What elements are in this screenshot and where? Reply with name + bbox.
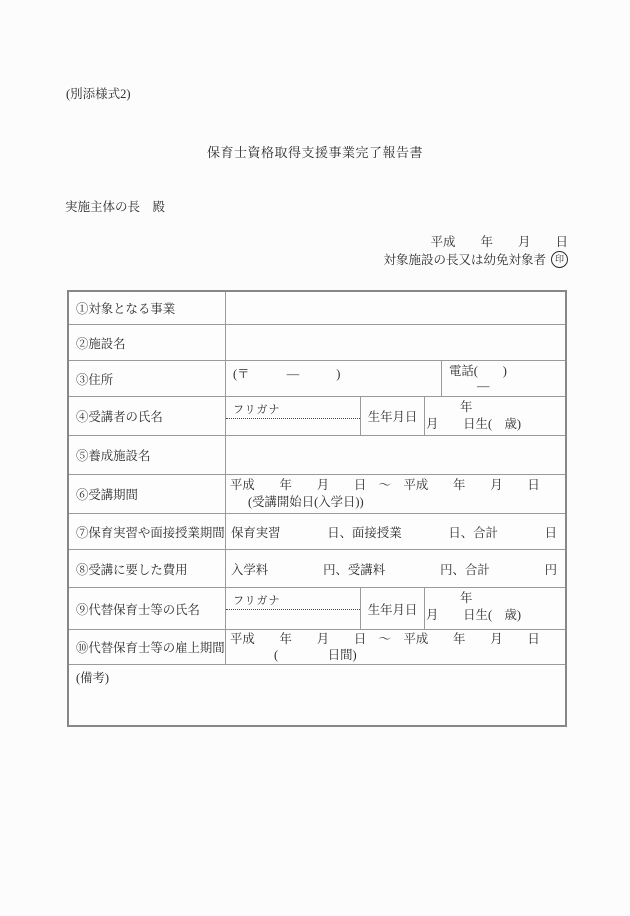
birthdate-label [361,397,425,435]
row-blank-field [226,436,565,474]
row-label: ②施設名 [69,325,226,360]
birthdate-label [361,588,425,629]
row-label: ⑤養成施設名 [69,436,226,474]
row-label: ③住所 [69,361,226,396]
table-row-expenses [69,550,565,588]
furigana-field [226,397,361,435]
period-date-blank: 平成 年 月 日 ～ 平成 年 月 日 [230,478,540,492]
addressee-line: 実施主体の長 殿 [65,200,166,214]
birthdate-blank [425,397,565,435]
practicum-part: 日、合計 [448,525,498,540]
period-field [226,475,565,513]
expense-part: 入学料 [231,562,269,577]
table-row-remarks [69,665,565,725]
practicum-part: 日 [544,525,557,540]
expenses-blank [226,550,565,587]
practicum-part: 保育実習 [231,525,281,540]
expense-part: 円、合計 [440,562,490,577]
furigana-dotted-line [226,418,360,419]
row-blank-field [226,325,565,360]
signer-line [383,250,568,268]
practicum-part: 日、面接授業 [327,525,402,540]
birthdate-label-text: 生年月日 [367,602,418,617]
row-label: ⑥受講期間 [69,475,226,513]
period-field [226,630,565,664]
birth-monthday-blank: 月 日生( 歳) [426,608,521,622]
table-row-target-business [69,292,565,325]
birthdate-blank [425,588,565,629]
table-row-practicum-days [69,514,565,550]
postal-code-blank: (〒 ― ) [226,361,442,396]
row-label: ①対象となる事業 [69,292,226,324]
table-row-attendance-period [69,475,565,514]
furigana-field [226,588,361,629]
period-note: (受講開始日(入学日)) [248,495,364,509]
row-label: ④受講者の氏名 [69,397,226,435]
row-label: ⑩代替保育士等の雇上期間 [69,630,226,664]
period-days-blank: ( 日間) [274,648,357,662]
name-fields [226,588,565,629]
seal-stamp-icon [551,251,568,268]
table-row-facility-name [69,325,565,361]
row-blank-field [226,292,565,324]
remarks-label: (備考) [76,671,110,685]
phone-blank: 電話( ) [449,364,507,378]
table-row-training-facility [69,436,565,475]
row-label: ⑨代替保育士等の氏名 [69,588,226,629]
period-date-blank: 平成 年 月 日 ～ 平成 年 月 日 [230,632,540,646]
furigana-label: フリガナ [233,404,281,416]
page-title: 保育士資格取得支援事業完了報告書 [206,145,423,160]
furigana-label: フリガナ [233,595,281,607]
birth-monthday-blank: 月 日生( 歳) [426,417,521,431]
table-row-address [69,361,565,397]
date-blank-line: 平成 年 月 日 [430,235,568,249]
phone-dash: ― [477,379,490,393]
name-fields [226,397,565,435]
signer-text: 対象施設の長又は幼免対象者 [383,253,546,267]
phone-field [442,361,565,396]
birth-year-blank: 年 [460,400,473,414]
table-row-substitute-name [69,588,565,630]
report-form-table [67,290,567,727]
birth-year-blank: 年 [460,591,473,605]
row-label: ⑦保育実習や面接授業期間 [69,514,226,549]
seal-character: 印 [554,253,564,264]
expense-part: 円 [544,562,557,577]
row-label: ⑧受講に要した費用 [69,550,226,587]
table-row-substitute-employment-period [69,630,565,665]
furigana-dotted-line [226,609,360,610]
practicum-days-blank [226,514,565,549]
address-fields [226,361,565,396]
form-note: (別添様式2) [66,87,131,101]
table-row-attendee-name [69,397,565,436]
birthdate-label-text: 生年月日 [367,410,418,424]
expense-part: 円、受講料 [323,562,386,577]
